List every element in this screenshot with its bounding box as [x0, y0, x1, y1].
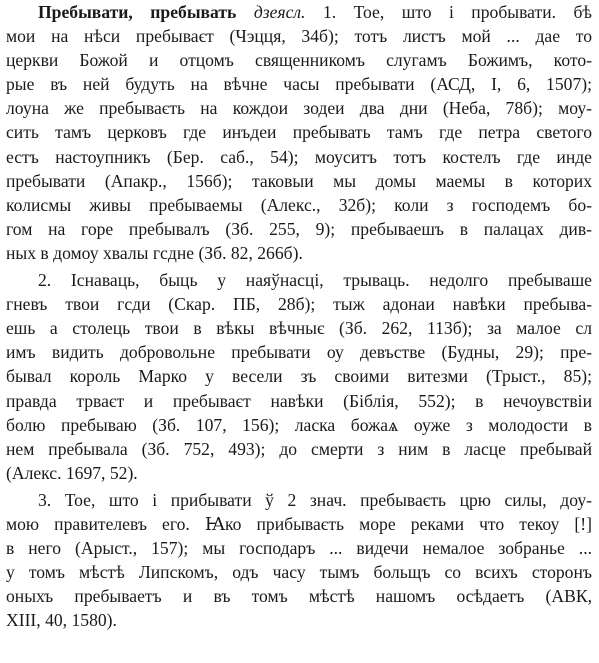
part-of-speech: дзеясл.: [253, 2, 306, 22]
entry-line: правда трваєт и пребываєт навѣки (Біблія, 552); в нечоувствіи: [6, 390, 592, 411]
entry-line: мою правителевъ его. Ꙗко прибываєть море реками что текоу [!]: [6, 513, 592, 534]
entry-line: (Алекс. 1697, 52).: [6, 462, 138, 483]
entry-line: 3. Тое, што і прибывати ў 2 знач. пребываєть црю силы, доу-: [38, 489, 592, 510]
entry-line: лоуна же пребываєть на кождои зодеи два дни (Неба, 78б); моу-: [6, 98, 592, 119]
entry-line: 2. Існаваць, быць у наяўнасці, трываць. недолго пребываше: [38, 270, 592, 291]
entry-line: нем пребывала (Зб. 752, 493); до смерти з ним в ласце пребывай: [6, 438, 592, 459]
entry-line: ных в домоу хвалы гсдне (Зб. 82, 266б).: [6, 242, 303, 263]
paragraph-2: [6, 268, 592, 485]
entry-line: сить тамъ церковъ где инъдеи пребывать тамъ где петра светого: [6, 122, 592, 143]
entry-line: гневъ твои гсди (Скар. ПБ, 28б); тыж адонаи навѣки пребыва-: [6, 294, 592, 315]
entry-line: ешь а столець твои в вѣкы вѣчныє (Зб. 262, 113б); за малое сл: [6, 318, 592, 339]
entry-line: в него (Арыст., 157); мы господаръ ... видечи немалое зобранье ...: [6, 538, 592, 559]
entry-line: у томъ мѣстѣ Липскомъ, одъ часу тымъ больщъ со всихъ сторонъ: [6, 562, 592, 583]
headword: Пребывати, пребывать: [38, 2, 237, 22]
entry-line: ХІІІ, 40, 1580).: [6, 610, 117, 631]
entry-line: колисмы живы пребываемы (Алекс., 32б); коли з господемъ бо-: [6, 194, 592, 215]
entry-line: гом на горе пребывалъ (Зб. 255, 9); пребываешъ в палацах див-: [6, 218, 592, 239]
entry-line: бывал король Марко у весели зъ своими витезми (Трыст., 85);: [6, 366, 592, 387]
line-text: 1. Тое, што і пробывати. бѣ: [322, 2, 592, 22]
entry-line: мои на нѣси пребываєт (Чэцця, 34б); тотъ листъ мой ... дае то: [6, 26, 592, 47]
entry-line: имъ видить добровольне пребывати оу девъстве (Будны, 29); пре-: [6, 342, 592, 363]
paragraph-3: [6, 488, 592, 633]
entry-line: оныхъ пребываетъ и въ томъ мѣстѣ нашомъ осѣдаетъ (АВК,: [6, 586, 592, 607]
entry-line: естъ настоупникъ (Бер. саб., 54); моуситъ тотъ костелъ где инде: [6, 146, 592, 167]
entry-line: пребывати (Апакр., 156б); таковыи мы домы маемы в которих: [6, 170, 592, 191]
paragraph-1: [6, 0, 592, 265]
entry-line: болю пребываю (Зб. 107, 156); ласка божаѧ оуже з молодости в: [6, 414, 592, 435]
entry-line: церкви Божой и отцомъ священникомъ слугамъ Божимъ, кото-: [6, 50, 592, 71]
entry-line: [6, 0, 592, 24]
entry-line: рые въ ней будуть на вѣчне часы пребывати (АСД, І, 6, 1507);: [6, 74, 592, 95]
